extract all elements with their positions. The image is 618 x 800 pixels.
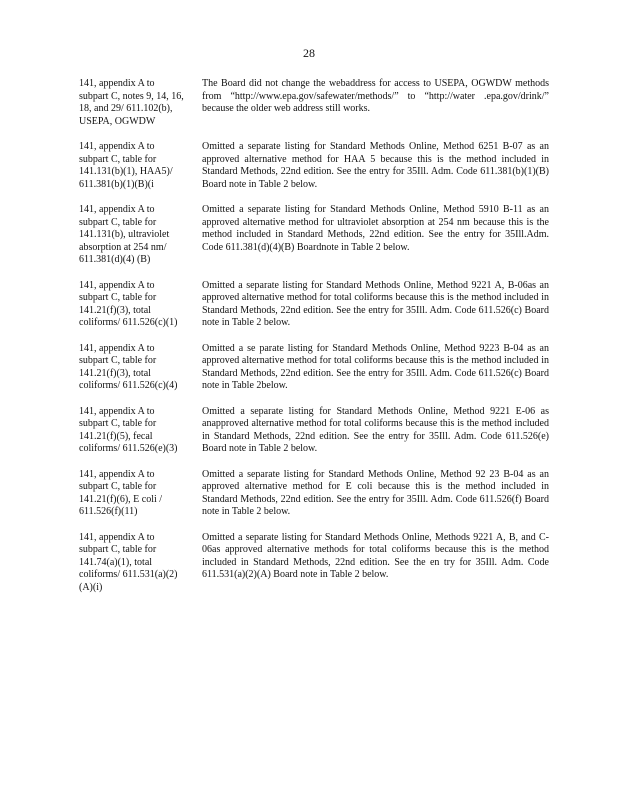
entry-citation: 141, appendix A to subpart C, table for 141.21(f)(5), fecal coliforms/ 611.526(e)(3) [79,405,178,454]
entries-list [79,78,549,607]
entry-citation: 141, appendix A to subpart C, table for 141.21(f)(6), E coli / 611.526(f)(11) [79,468,163,517]
entry-description: Omitted a separate listing for Standard Methods Online, Method 9221 A, B-06as an approved alternative method for total coliforms because this is the method included in Standard Methods, 22nd edition. See the entry for 35Ill. Adm. Code 611.526(c) Board note in Table 2 below. [202,279,549,328]
entry-citation: 141, appendix A to subpart C, table for 141.131(b)(1), HAA5)/ 611.381(b)(1)(B)(i [79,141,173,190]
entry-row [79,280,549,330]
entry-row [79,532,549,595]
entry-description: Omitted a separate listing for Standard Methods Online, Method 9221 E-06 as anapproved alternative method for total coliforms because this is the method included in Standard Methods, 22nd edition. See the entry for 35Ill. Adm. Code 611.526(e) Board note in Table 2 below. [202,405,549,454]
entry-citation: 141, appendix A to subpart C, table for 141.21(f)(3), total coliforms/ 611.526(c)(4) [79,342,178,391]
entry-description: Omitted a separate listing for Standard Methods Online, Methods 9221 A, B, and C-06as approved alternative methods for total coliforms because this is the method included in Standard Methods, 22nd edition. See the en try for 35Ill. Adm. Code 611.531(a)(2)(A) Board note in Table 2 below. [202,531,549,580]
entry-row [79,204,549,267]
entry-description: Omitted a separate listing for Standard Methods Online, Method 92 23 B-04 as an approved alternative method for E coli because this is the method included in Standard Methods, 22nd edition. See the entry for 35Ill. Adm. Code 611.526(f) Board note in Table 2 below. [202,468,549,517]
entry-description: Omitted a separate listing for Standard Methods Online, Method 5910 B-11 as an approved alternative method for ultraviolet absorption at 254 nm because this is the method included in Standard Methods, 22nd edition. See the entry for 35Ill.Adm. Code 611.381(d)(4)(B) Boardnote in Table 2 below. [202,204,549,253]
entry-citation: 141, appendix A to subpart C, table for 141.74(a)(1), total coliforms/ 611.531(a)(2)(A)(i) [79,531,178,593]
entry-row [79,141,549,191]
entry-description: Omitted a se parate listing for Standard Methods Online, Method 9223 B-04 as an approved alternative method for total coliforms because this is the method included in Standard Methods, 22nd edition. See the entry for 35Ill. Adm. Code 611.526(c) Board note in Table 2below. [202,342,549,391]
entry-citation: 141, appendix A to subpart C, table for 141.131(b), ultraviolet absorption at 254 nm/ 611.381(d)(4) (B) [79,204,170,265]
entry-row [79,406,549,456]
entry-description: The Board did not change the webaddress for access to USEPA, OGWDW methods from “http://www.epa.gov/safewater/methods/” to “http://water .epa.gov/drink/” because the older web address still works. [202,78,549,114]
entry-description: Omitted a separate listing for Standard Methods Online, Method 6251 B-07 as an approved alternative method for HAA 5 because this is the method included in Standard Methods, 22nd edition. See the entry for 35Ill. Adm. Code 611.381(b)(1)(B) Board note in Table 2 below. [202,141,549,190]
page-number: 28 [303,46,315,60]
entry-row [79,469,549,519]
entry-row [79,78,549,128]
entry-citation: 141, appendix A to subpart C, table for 141.21(f)(3), total coliforms/ 611.526(c)(1) [79,279,178,328]
entry-citation: 141, appendix A to subpart C, notes 9, 14, 16, 18, and 29/ 611.102(b), USEPA, OGWDW [79,78,184,127]
entry-row [79,343,549,393]
